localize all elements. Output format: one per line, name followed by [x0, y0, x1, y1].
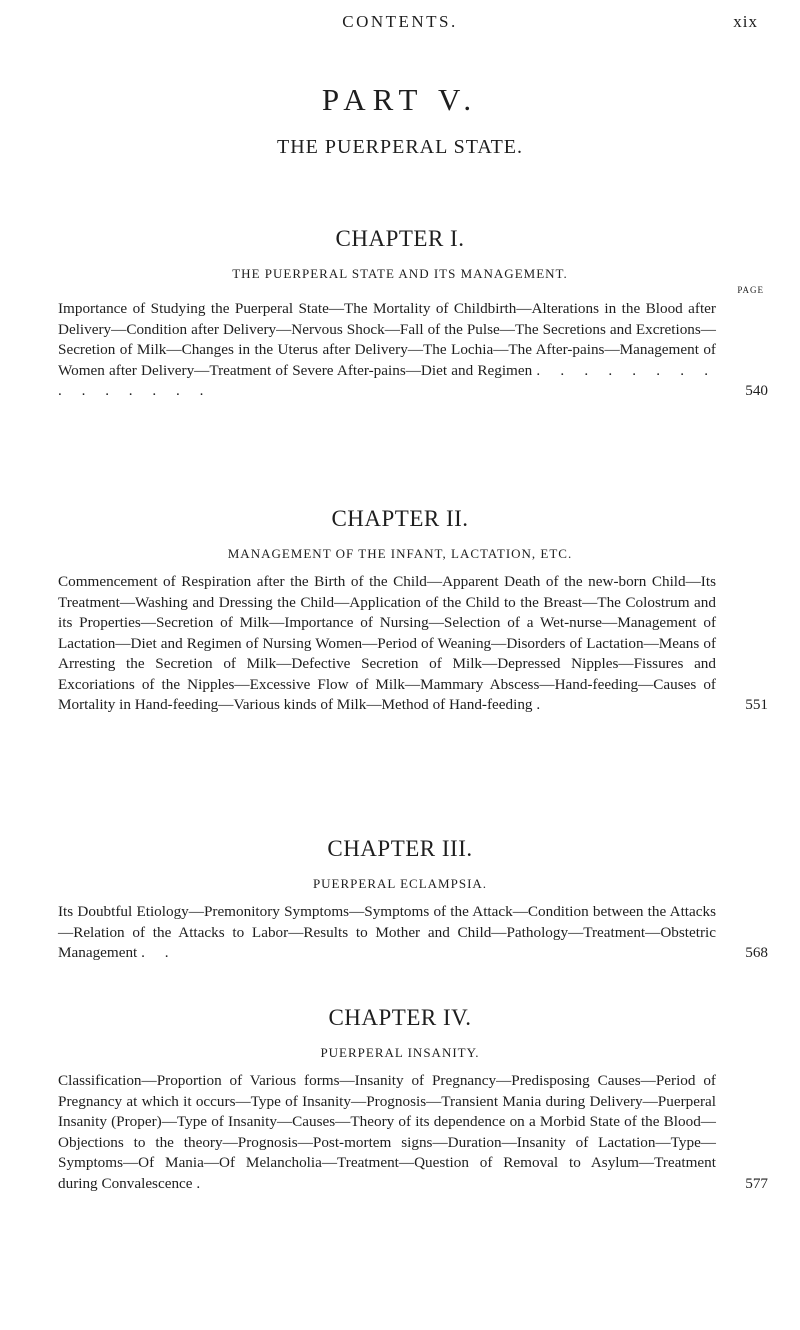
- chapter-subtitle: PUERPERAL ECLAMPSIA.: [312, 876, 488, 891]
- chapter-subtitle: THE PUERPERAL STATE AND ITS MANAGEMENT.: [232, 266, 568, 281]
- part-title: PART V.: [321, 82, 479, 117]
- chapter-summary: [58, 572, 770, 716]
- dot-leaders: . .: [141, 944, 177, 961]
- chapter-heading: CHAPTER III.: [327, 836, 473, 861]
- dot-leaders: . . . . . . . . . . . . . . .: [58, 361, 717, 399]
- dot-leaders: .: [196, 1174, 209, 1192]
- chapter-page-number: 577: [745, 1174, 768, 1192]
- chapter-3: [58, 836, 770, 964]
- chapter-page-number: 568: [745, 944, 768, 961]
- chapter-subtitle: MANAGEMENT OF THE INFANT, LACTATION, ETC.: [227, 546, 573, 561]
- chapter-1: [58, 226, 770, 402]
- dot-leaders: .: [536, 696, 549, 713]
- chapter-summary: [58, 902, 770, 964]
- chapter-subtitle: PUERPERAL INSANITY.: [320, 1045, 480, 1060]
- part-subtitle: THE PUERPERAL STATE.: [277, 136, 523, 158]
- chapter-summary-text: Its Doubtful Etiology—Premonitory Symptoms—Symptoms of the Attack—Condition between the Attacks—Relation of the Attacks to Labor—Results to Mother and Child—Pathology—Treatment—Obstetric Management: [58, 903, 716, 961]
- chapter-summary: [58, 299, 770, 402]
- chapter-summary: [58, 1071, 770, 1194]
- chapter-2: [58, 506, 770, 716]
- chapter-heading: CHAPTER I.: [335, 226, 465, 251]
- chapter-page-number: 551: [745, 696, 768, 713]
- chapter-4: [58, 1005, 770, 1194]
- chapter-summary-text: Importance of Studying the Puerperal State—The Mortality of Childbirth—Alterations in the Blood after Delivery—Condition after Delivery—Nervous Shock—Fall of the Pulse—The Secretions and Excretions—Secretion of Milk—Changes in the Uterus after Delivery—The Lochia—The After-pains—Management of Women after Delivery—Treatment of Severe After-pains—Diet and Regimen: [58, 300, 716, 379]
- chapter-heading: CHAPTER IV.: [328, 1005, 472, 1030]
- chapter-page-number: 540: [745, 382, 768, 399]
- running-head: [0, 8, 800, 38]
- running-head-title: CONTENTS.: [342, 12, 458, 31]
- chapter-heading: CHAPTER II.: [331, 506, 469, 531]
- chapter-summary-text: Commencement of Respiration after the Birth of the Child—Apparent Death of the new-born Child—Its Treatment—Washing and Dressing the Child—Application of the Child to the Breast—The Colostrum and its Properties—Secretion of Milk—Importance of Nursing—Selection of a Wet-nurse—Management of Lactation—Diet and Regimen of Nursing Women—Period of Weaning—Disorders of Lactation—Means of Arresting the Secretion of Milk—Defective Secretion of Milk—Depressed Nipples—Fissures and Excoriations of the Nipples—Excessive Flow of Milk—Mammary Abscess—Hand-feeding—Causes of Mortality in Hand-feeding—Various kinds of Milk—Method of Hand-feeding: [58, 573, 716, 713]
- page-column-label: PAGE: [737, 285, 764, 295]
- page-number-roman: xix: [733, 12, 758, 31]
- chapter-summary-text: Classification—Proportion of Various forms—Insanity of Pregnancy—Predisposing Causes—Period of Pregnancy at which it occurs—Type of Insanity—Prognosis—Transient Mania during Delivery—Puerperal Insanity (Proper)—Type of Insanity—Causes—Theory of its dependence on a Morbid State of the Blood—Objections to the theory—Prognosis—Post-mortem signs—Duration—Insanity of Lactation—Type—Symptoms—Of Mania—Of Melancholia—Treatment—Question of Removal to Asylum—Treatment during Convalescence: [58, 1072, 716, 1192]
